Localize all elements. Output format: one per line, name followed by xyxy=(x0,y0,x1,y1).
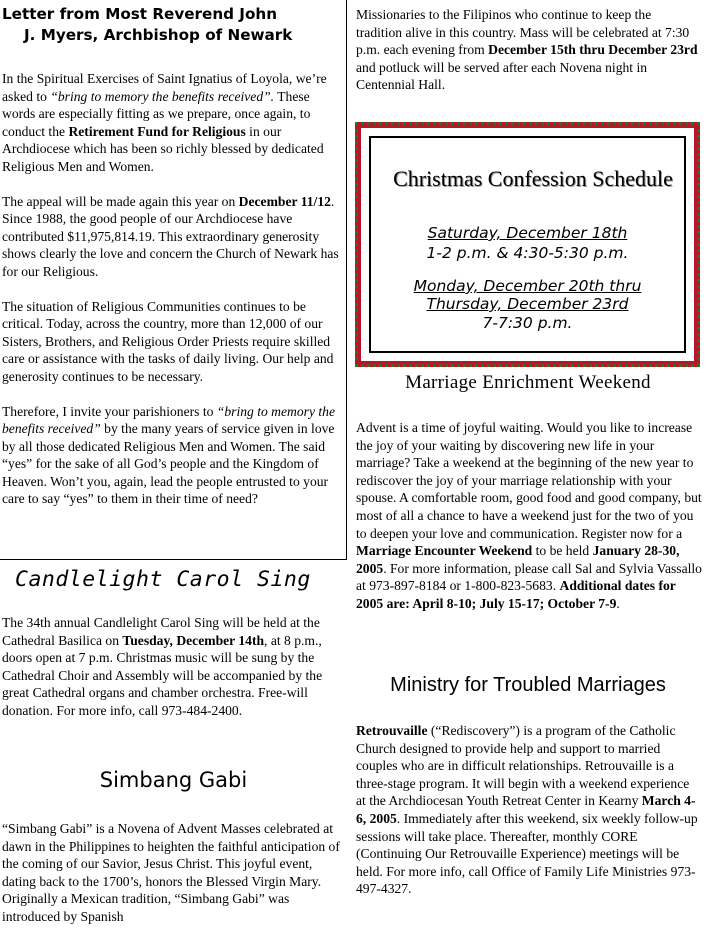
candlelight-title: Candlelight Carol Sing xyxy=(15,567,311,592)
letter-paragraph-3: The situation of Religious Communities continues to be critical. Today, across the country, more than 12,000 of our Sisters, Brothers, and Religious Order Priests require skilled care or assistance with the tasks of daily living. Our help and generosity continues to be necessary. xyxy=(2,298,334,384)
troubled-marriages-body xyxy=(356,722,702,915)
letter-title-line1: Letter from Most Reverend John xyxy=(2,5,278,23)
marriage-enrichment-body xyxy=(356,419,702,630)
letter-box xyxy=(0,0,347,560)
confession-day-2b: Thursday, December 23rd xyxy=(426,295,629,313)
simbang-continued xyxy=(356,6,700,111)
candlelight-paragraph: The 34th annual Candlelight Carol Sing will be held at the Cathedral Basilica on Tuesday, December 14th, at 8 p.m., doors open at 7 p.m. Christmas music will be sung by the Cathedral Choir and Assembly will be accompanied by the great Cathedral organs and chamber orchestra. Free-will donation. For more info, call 973-484-2400. xyxy=(2,615,323,718)
letter-body xyxy=(2,70,344,525)
letter-title xyxy=(2,4,342,46)
simbang-body xyxy=(2,820,344,943)
confession-title: Christmas Confession Schedule xyxy=(393,166,673,191)
candlelight-body xyxy=(2,614,344,737)
confession-time-1: 1-2 p.m. & 4:30-5:30 p.m. xyxy=(426,244,629,262)
marriage-enrichment-paragraph: Advent is a time of joyful waiting. Would you like to increase the joy of your waiting by discovering new life in your marriage? Take a weekend at the beginning of the new year to rediscover the joy of your marriage relationship with your spouse. A comfortable room, good food and good company, but most of all a chance to have a weekend just for the two of you to deepen your love and communication. Register now for a Marriage Encounter Weekend to be held January 28-30, 2005. For more information, please call Sal and Sylvia Vassallo at 973-897-8184 or 1-800-823-5683. Additional dates for 2005 are: April 8-10; July 15-17; October 7-9. xyxy=(356,420,702,611)
simbang-continued-paragraph: Missionaries to the Filipinos who continue to keep the tradition alive in this country. Mass will be celebrated at 7:30 p.m. each evening from December 15th thru December 23rd and potluck will be served after each Novena night in Centennial Hall. xyxy=(356,7,698,93)
confession-schedule-box xyxy=(355,122,700,367)
letter-paragraph-4: Therefore, I invite your parishioners to “bring to memory the benefits received” by the many years of service given in love by all those dedicated Religious Men and Women. The said “yes” for the sake of all God’s people and the Kingdom of Heaven. Won’t you, again, lead the people entrusted to your care to say “yes” to them in their time of need? xyxy=(2,403,335,507)
confession-time-2: 7-7:30 p.m. xyxy=(482,314,573,332)
simbang-title: Simbang Gabi xyxy=(99,768,248,792)
confession-day-1: Saturday, December 18th xyxy=(427,224,628,242)
confession-day-2a: Monday, December 20th thru xyxy=(413,277,642,295)
marriage-enrichment-title: Marriage Enrichment Weekend xyxy=(405,372,651,393)
letter-paragraph-1: In the Spiritual Exercises of Saint Ignatius of Loyola, we’re asked to “bring to memory the benefits received”. These words are especially fitting as we prepare, once again, to conduct the Retirement Fund for Religious in our Archdiocese which has been so richly blessed by dedicated Religious Men and Women. xyxy=(2,71,327,174)
troubled-marriages-paragraph: Retrouvaille (“Rediscovery”) is a program of the Catholic Church designed to provide help and support to married couples who are in difficult relationships. Retrouvaille is a three-stage program. It will begin with a weekend experience at the Archdiocesan Youth Retreat Center in Kearny March 4-6, 2005. Immediately after this weekend, six weekly follow-up sessions will take place. Thereafter, monthly CORE (Continuing Our Retrouvaille Experience) meetings will be held. For more info, call Office of Family Life Ministries 973-497-4327. xyxy=(356,723,698,897)
troubled-marriages-title: Ministry for Troubled Marriages xyxy=(390,674,666,696)
letter-paragraph-2: The appeal will be made again this year on December 11/12. Since 1988, the good people of our Archdiocese have contributed $11,975,814.19. This extraordinary generosity shows clearly the love and concern the Church of Newark has for our Religious. xyxy=(2,193,339,279)
letter-title-line2: J. Myers, Archbishop of Newark xyxy=(24,26,293,44)
simbang-paragraph: “Simbang Gabi” is a Novena of Advent Masses celebrated at dawn in the Philippines to heighten the faithful anticipation of the coming of our Savior, Jesus Christ. This joyful event, dating back to the 1700’s, honors the Blessed Virgin Mary. Originally a Mexican tradition, “Simbang Gabi” was introduced by Spanish xyxy=(2,821,340,924)
